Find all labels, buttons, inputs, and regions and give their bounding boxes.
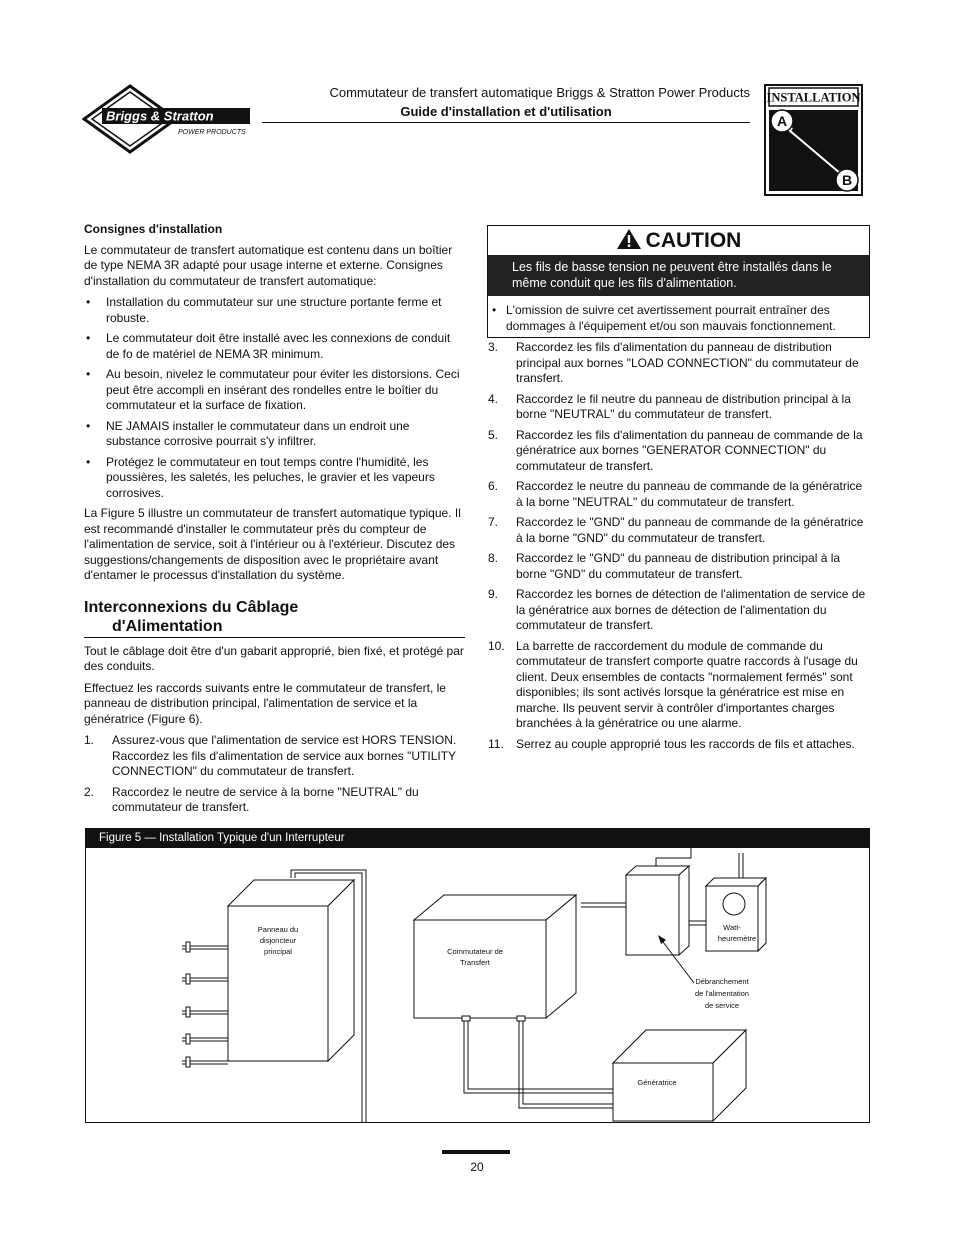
list-item (488, 737, 870, 753)
list-item (488, 551, 870, 582)
list-item (488, 639, 870, 732)
brand-logo (82, 84, 254, 154)
disconnect-label: de service (704, 1001, 740, 1010)
badge-title: INSTALLATION (766, 90, 861, 105)
page-number: 20 (470, 1160, 484, 1174)
step-text: Raccordez le fil neutre du panneau de distribution principal à la borne "NEUTRAL" du commutateur de transfert. (516, 391, 851, 421)
list-item: • NE JAMAIS installer le commutateur dans un endroit une substance corrosive pourrait s'y infiltrer. (84, 419, 465, 450)
step-text: Raccordez le "GND" du panneau de distribution principal à la borne "GND" du commutateur de transfert. (516, 551, 841, 581)
header-divider (262, 122, 750, 123)
list-item (488, 392, 870, 423)
connections-paragraph: Effectuez les raccords suivants entre le commutateur de transfert, le panneau de distribution principal, l'alimentation de service et la génératrice (Figure 6). (84, 680, 446, 726)
badge-b-label: B (841, 172, 853, 188)
panel-label: principal (264, 947, 292, 956)
step-number: 8. (488, 551, 499, 565)
panel-label: Panneau du (257, 925, 299, 934)
list-item: • Le commutateur doit être installé avec les connexions de conduit de fo de matériel de NEMA 3R minimum. (84, 331, 465, 362)
logo-diamond (82, 84, 254, 154)
steps-list-right (488, 340, 870, 752)
installation-badge (764, 84, 863, 196)
caution-bullet: • L'omission de suivre cet avertissement pourrait entraîner des dommages à l'équipement et/ou son mauvais fonctionnement. (488, 296, 869, 334)
step-text: Raccordez le neutre du panneau de commande de la génératrice à la borne "NEUTRAL" du commutateur de transfert. (516, 479, 863, 509)
section-heading (84, 598, 465, 638)
caution-title: CAUTION (645, 229, 742, 252)
list-item: • Protégez le commutateur en tout temps contre l'humidité, les poussières, les saletés, les peluches, le gravier et les vapeurs corrosives. (84, 455, 465, 502)
step-text: Raccordez les fils d'alimentation du panneau de distribution principal aux bornes "LOAD CONNECTION" du commutateur de transfert. (516, 340, 859, 385)
meter-label: heuremètre (717, 934, 757, 943)
step-text: La barrette de raccordement du module de commande du commutateur de transfert comporte quatre raccords à l'usage du client. Deux ensembles de contacts "normalement fermés" sont disponibles; ils sont activés lorsque la génératrice est mise en marche. Ils peuvent servir à contrôler d'importantes charges branchées à la génératrice ou une alarme. (516, 638, 858, 730)
step-number: 11. (488, 736, 504, 751)
list-item (488, 340, 870, 387)
step-number: 10. (488, 638, 505, 653)
step-text: Raccordez le neutre de service à la borne "NEUTRAL" du commutateur de transfert. (112, 784, 419, 814)
steps-list-left (84, 733, 465, 816)
warning-triangle-icon (616, 228, 642, 250)
step-number: 7. (488, 515, 499, 529)
step-number: 1. (84, 733, 95, 747)
step-text: Raccordez le "GND" du panneau de commande de la génératrice à la borne "GND" du commutateur de transfert. (516, 515, 864, 545)
list-item (84, 733, 465, 780)
step-text: Raccordez les fils d'alimentation du panneau de commande de la génératrice aux bornes "GENERATOR CONNECTION" du commutateur de transfert. (516, 427, 863, 473)
list-item: • Installation du commutateur sur une structure portante ferme et robuste. (84, 295, 465, 326)
caution-header (488, 226, 869, 255)
install-bullet-list (84, 295, 465, 501)
figure-caption: Figure 5 — Installation Typique d'un Interrupteur (86, 829, 869, 848)
generator-label: Génératrice (637, 1078, 677, 1087)
switch-label: Commutateur de (447, 947, 503, 956)
document-subtitle: Guide d'installation et d'utilisation (400, 104, 612, 119)
left-column (84, 222, 465, 821)
list-item (488, 428, 870, 475)
install-heading: Consignes d'installation (84, 222, 223, 236)
page-number-bar (442, 1150, 510, 1154)
figure-5 (85, 828, 870, 1123)
meter-label: Watt- (723, 923, 741, 932)
step-number: 9. (488, 587, 499, 601)
step-text: Assurez-vous que l'alimentation de service est HORS TENSION. Raccordez les fils d'alimentation de service aux bornes "UTILITY CONNECTION" du commutateur de transfert. (112, 733, 457, 778)
badge-a-label: A (776, 113, 788, 129)
logo-subtext: POWER PRODUCTS (178, 129, 246, 136)
installation-diagram (86, 848, 869, 1122)
figure-intro-paragraph: La Figure 5 illustre un commutateur de transfert automatique typique. Il est recommandé d'installer le commutateur près du compteur de l'alimentation de service, soit à l'intérieur ou à l'extérieur. Discutez des suggestions/changements de disposition avec le propriétaire avant d'entamer le processus d'installation du système. (84, 506, 461, 582)
list-item (84, 785, 465, 816)
list-item (488, 479, 870, 510)
logo-text: Briggs & Stratton (106, 108, 214, 124)
switch-label: Transfert (460, 958, 490, 967)
step-text: Raccordez les bornes de détection de l'alimentation de service de la génératrice aux bornes de détection de l'alimentation du commutateur de transfert. (516, 587, 866, 632)
disconnect-label: Débranchement (695, 977, 749, 986)
right-column (488, 340, 870, 757)
list-item (488, 515, 870, 546)
step-number: 5. (488, 427, 499, 442)
step-number: 4. (488, 391, 499, 406)
list-item: • Au besoin, nivelez le commutateur pour éviter les distorsions. Ceci peut être accompli en insérant des rondelles entre le boîtier du commutateur et la surface de fixation. (84, 367, 465, 414)
caution-warning: Les fils de basse tension ne peuvent être installés dans le même conduit que les fils d'alimentation. (488, 255, 869, 296)
panel-label: disjoncteur (259, 936, 297, 945)
wiring-paragraph: Tout le câblage doit être d'un gabarit approprié, bien fixé, et protégé par des conduits. (84, 643, 464, 673)
section-heading-line-1: Interconnexions du Câblage (84, 598, 299, 616)
step-number: 2. (84, 784, 95, 799)
list-item (488, 587, 870, 634)
step-number: 3. (488, 340, 499, 354)
document-title: Commutateur de transfert automatique Briggs & Stratton Power Products (329, 85, 750, 100)
disconnect-label: de l'alimentation (695, 989, 749, 998)
caution-box (487, 225, 870, 338)
install-intro: Le commutateur de transfert automatique est contenu dans un boîtier de type NEMA 3R adapté pour usage interne et externe. Consignes d'installation du commutateur de transfert automatique: (84, 242, 453, 288)
section-heading-line-2: d'Alimentation (112, 617, 223, 635)
step-text: Serrez au couple approprié tous les raccords de fils et attaches. (516, 736, 855, 751)
step-number: 6. (488, 479, 499, 493)
